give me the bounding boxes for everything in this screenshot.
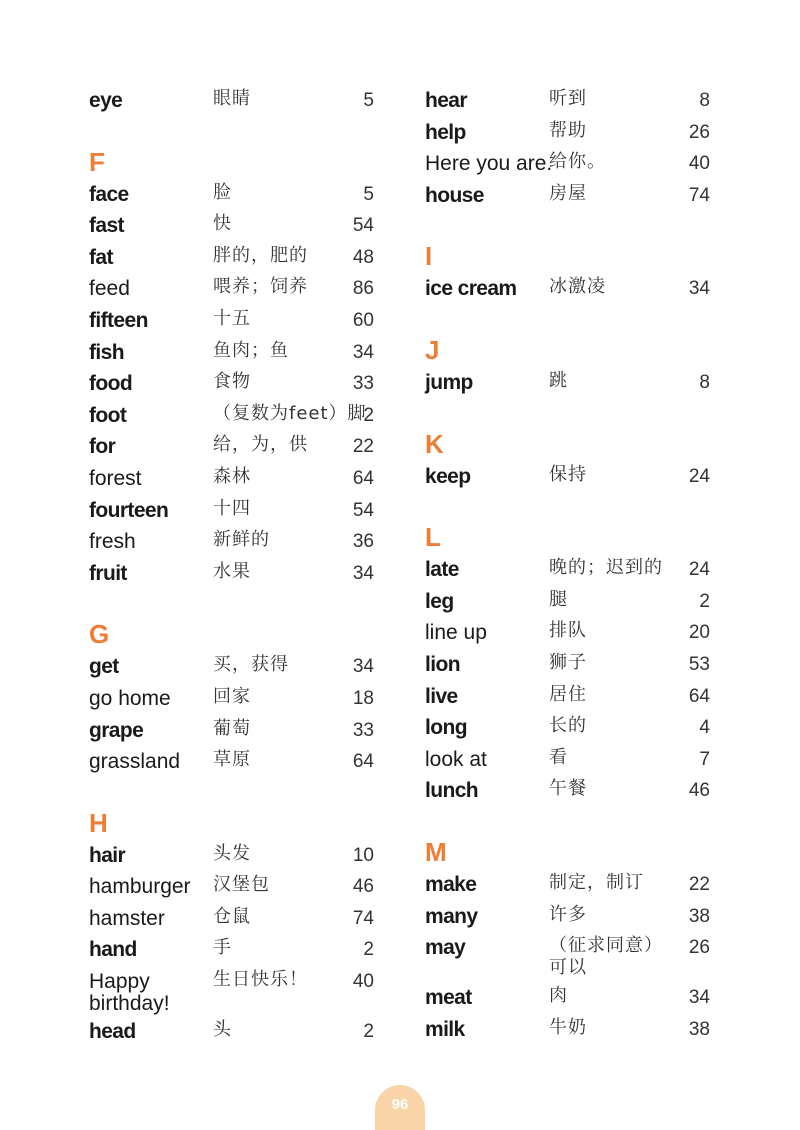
entry-page-ref: 10 bbox=[352, 844, 374, 866]
page-number: 96 bbox=[391, 1096, 409, 1113]
entry-meaning: 晚的；迟到的 bbox=[549, 557, 663, 579]
glossary-entry bbox=[89, 305, 389, 337]
section-gap bbox=[425, 492, 725, 522]
entry-meaning: 手 bbox=[213, 937, 232, 959]
glossary-entry bbox=[425, 744, 725, 776]
glossary-entry bbox=[89, 746, 389, 778]
entry-word: fast bbox=[89, 214, 124, 238]
entry-meaning: 听到 bbox=[549, 88, 587, 109]
entry-word: fruit bbox=[89, 561, 127, 585]
entry-page-ref: 24 bbox=[688, 465, 710, 487]
entry-word: line up bbox=[425, 621, 487, 645]
entry-meaning: 长的 bbox=[549, 715, 587, 737]
section-gap bbox=[425, 399, 725, 429]
section-letter: G bbox=[89, 619, 110, 650]
section-letter: J bbox=[425, 334, 440, 365]
entry-meaning: 仓鼠 bbox=[213, 905, 251, 927]
entry-meaning: 狮子 bbox=[549, 651, 587, 673]
glossary-entry bbox=[89, 85, 389, 117]
entry-page-ref: 74 bbox=[352, 907, 374, 929]
glossary-section bbox=[89, 778, 389, 1048]
entry-page-ref: 8 bbox=[699, 90, 710, 111]
entry-page-ref: 60 bbox=[352, 309, 374, 331]
entry-meaning: 给，为，供 bbox=[213, 434, 308, 456]
glossary-section bbox=[89, 117, 389, 590]
glossary-entry bbox=[425, 617, 725, 649]
entry-word: keep bbox=[425, 464, 471, 488]
glossary-entry bbox=[89, 840, 389, 872]
entry-word: lion bbox=[425, 652, 460, 676]
entry-meaning: 看 bbox=[549, 746, 568, 768]
entry-page-ref: 40 bbox=[352, 971, 374, 993]
entry-page-ref: 86 bbox=[352, 278, 374, 300]
glossary-section bbox=[89, 85, 389, 117]
entry-word: hear bbox=[425, 89, 467, 112]
entry-page-ref: 2 bbox=[699, 590, 710, 612]
entry-word: eye bbox=[89, 89, 123, 112]
entry-word: foot bbox=[89, 403, 127, 427]
entry-page-ref: 22 bbox=[688, 873, 710, 895]
glossary-entry bbox=[89, 337, 389, 369]
entry-page-ref: 26 bbox=[688, 121, 710, 143]
entry-word: ice cream bbox=[425, 277, 517, 301]
entry-meaning: 喂养；饲养 bbox=[213, 276, 308, 298]
glossary-section bbox=[425, 85, 725, 211]
entry-word: head bbox=[89, 1020, 136, 1044]
glossary-entry bbox=[89, 431, 389, 463]
entry-word: Happy birthday! bbox=[89, 970, 170, 1016]
entry-meaning: 肉 bbox=[549, 985, 568, 1007]
entry-word: food bbox=[89, 372, 133, 396]
entry-meaning: 脸 bbox=[213, 181, 232, 203]
glossary-entry bbox=[89, 495, 389, 527]
entry-page-ref: 64 bbox=[688, 685, 710, 707]
entry-page-ref: 34 bbox=[352, 562, 374, 584]
section-letter: L bbox=[425, 522, 441, 553]
entry-word: go home bbox=[89, 686, 171, 710]
entry-page-ref: 5 bbox=[363, 183, 374, 205]
entry-meaning: 房屋 bbox=[549, 182, 587, 204]
glossary-entry bbox=[425, 180, 725, 212]
entry-meaning: 制定，制订 bbox=[549, 871, 644, 893]
glossary-entry bbox=[89, 871, 389, 903]
entry-meaning: 快 bbox=[213, 213, 232, 235]
glossary-entry bbox=[425, 901, 725, 933]
entry-meaning: 生日快乐！ bbox=[213, 969, 308, 991]
glossary-entry bbox=[89, 526, 389, 558]
entry-page-ref: 24 bbox=[688, 559, 710, 581]
entry-word: face bbox=[89, 182, 129, 206]
entry-word: meat bbox=[425, 986, 472, 1010]
section-gap bbox=[89, 117, 389, 147]
entry-meaning: 头发 bbox=[213, 842, 251, 864]
entry-page-ref: 38 bbox=[688, 1018, 710, 1040]
entry-word: Here you are. bbox=[425, 152, 553, 176]
entry-word: long bbox=[425, 716, 467, 740]
entry-meaning: （征求同意）可以 bbox=[549, 935, 663, 979]
entry-word: fifteen bbox=[89, 308, 148, 332]
entry-word: hamster bbox=[89, 906, 165, 930]
section-letter: F bbox=[89, 146, 105, 177]
section-gap bbox=[425, 807, 725, 837]
entry-meaning: 胖的，肥的 bbox=[213, 244, 308, 266]
entry-page-ref: 74 bbox=[688, 184, 710, 206]
entry-word: milk bbox=[425, 1017, 465, 1041]
entry-page-ref: 54 bbox=[352, 499, 374, 521]
section-letter: M bbox=[425, 836, 447, 867]
entry-meaning: 跳 bbox=[549, 369, 568, 391]
entry-page-ref: 20 bbox=[688, 622, 710, 644]
entry-word: fourteen bbox=[89, 498, 169, 522]
entry-meaning: 买，获得 bbox=[213, 654, 289, 676]
entry-word: grassland bbox=[89, 750, 181, 774]
entry-word: lunch bbox=[425, 779, 478, 803]
glossary-entry bbox=[89, 463, 389, 495]
entry-word: fat bbox=[89, 245, 113, 269]
entry-page-ref: 46 bbox=[352, 876, 374, 898]
glossary-entry bbox=[89, 558, 389, 590]
entry-page-ref: 18 bbox=[352, 687, 374, 709]
entry-page-ref: 46 bbox=[688, 780, 710, 802]
glossary-entry bbox=[425, 775, 725, 807]
entry-word: may bbox=[425, 936, 466, 960]
entry-meaning: 葡萄 bbox=[213, 717, 251, 739]
glossary-section bbox=[425, 211, 725, 305]
entry-word: get bbox=[89, 655, 119, 679]
glossary-entry bbox=[89, 1016, 389, 1048]
glossary-entry bbox=[89, 683, 389, 715]
section-letter: K bbox=[425, 428, 444, 459]
entry-meaning: 鱼肉；鱼 bbox=[213, 339, 289, 361]
entry-word: for bbox=[89, 435, 116, 459]
entry-page-ref: 2 bbox=[363, 939, 374, 961]
entry-meaning: 午餐 bbox=[549, 778, 587, 800]
glossary-entry bbox=[425, 461, 725, 493]
entry-meaning: 牛奶 bbox=[549, 1016, 587, 1038]
entry-meaning: 水果 bbox=[213, 560, 251, 582]
entry-word: live bbox=[425, 684, 458, 708]
entry-meaning: 排队 bbox=[549, 620, 587, 642]
entry-meaning: 头 bbox=[213, 1019, 232, 1041]
glossary-entry bbox=[425, 932, 725, 982]
glossary-entry bbox=[89, 715, 389, 747]
entry-meaning: 眼睛 bbox=[213, 88, 251, 109]
entry-page-ref: 53 bbox=[688, 653, 710, 675]
glossary-section bbox=[425, 492, 725, 807]
entry-word: hamburger bbox=[89, 875, 191, 899]
entry-meaning: 居住 bbox=[549, 683, 587, 705]
entry-page-ref: 33 bbox=[352, 719, 374, 741]
entry-word: house bbox=[425, 183, 484, 207]
glossary-entry bbox=[89, 368, 389, 400]
entry-word: late bbox=[425, 558, 459, 582]
glossary-section bbox=[425, 807, 725, 1045]
entry-meaning: 帮助 bbox=[549, 119, 587, 141]
glossary-entry bbox=[89, 210, 389, 242]
glossary-section bbox=[425, 399, 725, 493]
entry-word: make bbox=[425, 872, 477, 896]
entry-page-ref: 34 bbox=[352, 656, 374, 678]
glossary-entry bbox=[425, 869, 725, 901]
entry-page-ref: 38 bbox=[688, 905, 710, 927]
section-gap bbox=[425, 305, 725, 335]
entry-page-ref: 7 bbox=[699, 748, 710, 770]
entry-word: fresh bbox=[89, 530, 136, 554]
section-letter: I bbox=[425, 241, 433, 272]
entry-page-ref: 36 bbox=[352, 531, 374, 553]
entry-page-ref: 34 bbox=[688, 987, 710, 1009]
page-number-badge bbox=[375, 1085, 425, 1130]
glossary-entry bbox=[425, 148, 725, 180]
glossary-entry bbox=[425, 367, 725, 399]
entry-word: forest bbox=[89, 466, 142, 490]
glossary-entry bbox=[425, 712, 725, 744]
entry-page-ref: 64 bbox=[352, 751, 374, 773]
glossary-entry bbox=[89, 179, 389, 211]
left-glossary-column bbox=[89, 85, 389, 1048]
glossary-entry bbox=[89, 400, 389, 432]
glossary-entry bbox=[425, 117, 725, 149]
glossary-entry bbox=[89, 242, 389, 274]
glossary-section bbox=[89, 589, 389, 777]
glossary-entry bbox=[425, 85, 725, 117]
glossary-entry bbox=[89, 273, 389, 305]
glossary-entry bbox=[89, 903, 389, 935]
entry-meaning: 十五 bbox=[213, 307, 251, 329]
entry-meaning: 腿 bbox=[549, 588, 568, 610]
entry-page-ref: 33 bbox=[352, 373, 374, 395]
entry-page-ref: 5 bbox=[363, 90, 374, 111]
entry-meaning: 许多 bbox=[549, 903, 587, 925]
glossary-entry bbox=[425, 649, 725, 681]
section-gap bbox=[89, 589, 389, 619]
section-gap bbox=[425, 211, 725, 241]
entry-meaning: 冰激凌 bbox=[549, 276, 606, 298]
section-letter: H bbox=[89, 807, 108, 838]
entry-page-ref: 26 bbox=[688, 937, 710, 959]
entry-page-ref: 2 bbox=[363, 404, 374, 426]
section-gap bbox=[89, 778, 389, 808]
glossary-entry bbox=[89, 651, 389, 683]
entry-page-ref: 40 bbox=[688, 153, 710, 175]
entry-meaning: 汉堡包 bbox=[213, 874, 270, 896]
glossary-entry bbox=[425, 681, 725, 713]
entry-word: fish bbox=[89, 340, 124, 364]
glossary-entry bbox=[89, 934, 389, 966]
glossary-entry bbox=[425, 1014, 725, 1046]
entry-word: leg bbox=[425, 589, 454, 613]
entry-word: jump bbox=[425, 370, 473, 394]
entry-meaning: 森林 bbox=[213, 465, 251, 487]
glossary-section bbox=[425, 305, 725, 399]
entry-meaning: 草原 bbox=[213, 749, 251, 771]
entry-page-ref: 22 bbox=[352, 436, 374, 458]
glossary-entry bbox=[425, 586, 725, 618]
entry-meaning: 新鲜的 bbox=[213, 529, 270, 551]
entry-page-ref: 2 bbox=[363, 1021, 374, 1043]
entry-page-ref: 4 bbox=[699, 717, 710, 739]
entry-page-ref: 54 bbox=[352, 215, 374, 237]
entry-word: hair bbox=[89, 843, 126, 867]
entry-meaning: 十四 bbox=[213, 497, 251, 519]
entry-meaning: 食物 bbox=[213, 371, 251, 393]
glossary-entry bbox=[89, 966, 389, 1016]
entry-meaning: 给你。 bbox=[549, 151, 606, 173]
entry-page-ref: 48 bbox=[352, 246, 374, 268]
entry-word: many bbox=[425, 904, 478, 928]
entry-word: grape bbox=[89, 718, 144, 742]
entry-page-ref: 64 bbox=[352, 467, 374, 489]
entry-meaning: 回家 bbox=[213, 685, 251, 707]
entry-word: look at bbox=[425, 747, 487, 771]
entry-meaning: 保持 bbox=[549, 463, 587, 485]
glossary-entry bbox=[425, 273, 725, 305]
entry-page-ref: 34 bbox=[688, 278, 710, 300]
glossary-entry bbox=[425, 982, 725, 1014]
entry-word: hand bbox=[89, 938, 137, 962]
entry-page-ref: 34 bbox=[352, 341, 374, 363]
entry-meaning: （复数为feet）脚 bbox=[213, 402, 367, 424]
glossary-entry bbox=[425, 554, 725, 586]
entry-word: feed bbox=[89, 277, 130, 301]
entry-word: help bbox=[425, 120, 466, 144]
right-glossary-column bbox=[425, 85, 725, 1045]
entry-page-ref: 8 bbox=[699, 371, 710, 393]
